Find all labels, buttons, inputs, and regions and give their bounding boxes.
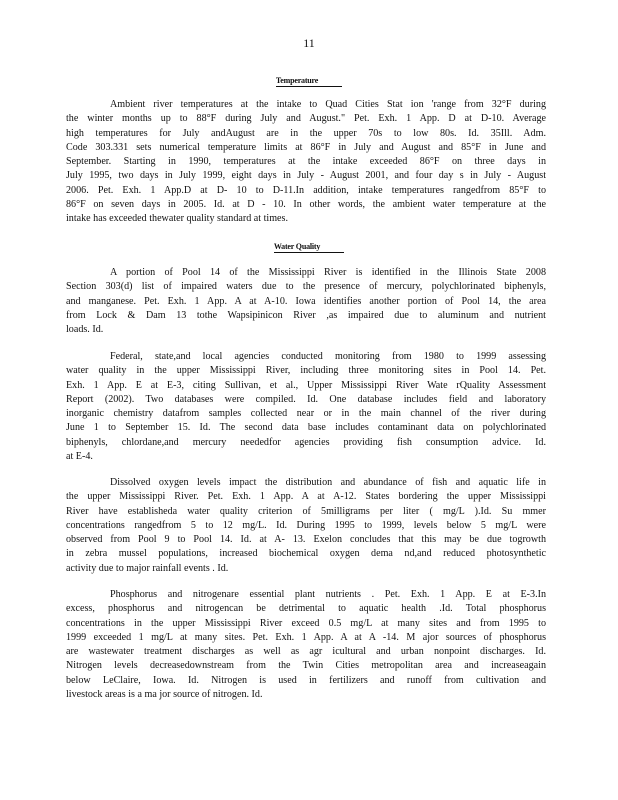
text-line: in zebra mussel populations, increased biochemical oxygen dema nd,and reduced photosynthetic xyxy=(66,548,546,560)
text-line: Report (2002). Two databases were compiled. Id. One database includes field and laboratory xyxy=(66,393,546,405)
text-line: Phosphorus and nitrogenare essential plant nutrients . Pet. Exh. 1 App. E at E-3.In xyxy=(110,589,546,600)
paragraph-nutrients xyxy=(66,588,546,702)
text-line: are wastewater treatment discharges as well as agr icultural and urban nonpoint discharges. Id. xyxy=(66,646,546,658)
heading-text: Water Quality xyxy=(274,242,344,253)
text-line: from Lock & Dam 13 tothe Wapsipinicon River ,as impaired due to aluminum and nutrient xyxy=(66,309,546,321)
text-line: 2006. Pet. Exh. 1 App.D at D- 10 to D-11.In addition, intake temperatures rangedfrom 85°F to xyxy=(66,184,546,196)
paragraph-monitoring xyxy=(66,350,546,464)
text-line: activity due to major rainfall events . Id. xyxy=(66,562,229,574)
text-line: Federal, state,and local agencies conducted monitoring from 1980 to 1999 assessing xyxy=(110,351,546,362)
text-line: and manganese. Pet. Exh. 1 App. A at A-10. Iowa identifies another portion of Pool 14, the area xyxy=(66,295,546,307)
section-heading-temperature xyxy=(0,76,618,87)
text-line: July 1995, two days in July 1999, eight days in July - August 2001, and four day s in July - August xyxy=(66,170,546,182)
text-line: A portion of Pool 14 of the Mississippi River is identified in the Illinois State 2008 xyxy=(110,267,546,278)
section-heading-water-quality xyxy=(0,242,618,253)
text-line: the upper Mississippi River. Pet. Exh. 1 App. A at A-12. States bordering the upper Mississippi xyxy=(66,491,546,503)
page-number: 11 xyxy=(303,36,315,50)
text-line: loads. Id. xyxy=(66,324,104,336)
text-line: September. Starting in 1990, temperatures at the intake exceeded 86°F on three days in xyxy=(66,156,546,168)
text-line: at E-4. xyxy=(66,451,93,463)
text-line: the winter months up to 88°F during July and August." Pet. Exh. 1 App. D at D-10. Average xyxy=(66,113,546,125)
text-line: 86°F on seven days in 2005. Id. at D - 10. In other words, the ambient water temperature at the xyxy=(66,199,546,211)
paragraph-dissolved-oxygen xyxy=(66,476,546,576)
text-line: Nitrogen levels decreasedownstream from the Twin Cities metropolitan area and increaseagain xyxy=(66,660,546,672)
text-line: livestock areas is a ma jor source of nitrogen. Id. xyxy=(66,689,263,701)
text-line: Dissolved oxygen levels impact the distribution and abundance of fish and aquatic life in xyxy=(110,477,546,488)
text-line: June 1 to September 15. Id. The second data base includes contaminant data on polychlorinated xyxy=(66,422,546,434)
text-line: below LeClaire, Iowa. Id. Nitrogen is used in fertilizers and runoff from cultivation and xyxy=(66,674,546,686)
text-line: water quality in the upper Mississippi River, including three monitoring sites in Pool 14. Pet. xyxy=(66,365,546,377)
text-line: Exh. 1 App. E at E-3, citing Sullivan, et al., Upper Mississippi River Wate rQuality Assessment xyxy=(66,379,546,391)
text-line: intake has exceeded thewater quality standard at times. xyxy=(66,213,288,225)
text-line: biphenyls, chlordane,and mercury neededfor agencies providing fish consumption advice. Id. xyxy=(66,436,546,448)
paragraph-temperature xyxy=(66,98,546,227)
text-line: inorganic chemistry datafrom samples collected near or in the main channel of the river during xyxy=(66,408,546,420)
text-line: Code 303.331 sets numerical temperature limits at 86°F in July and August and 85°F in June and xyxy=(66,141,546,153)
paragraph-impaired-waters xyxy=(66,266,546,337)
text-line: 1999 exceeded 1 mg/L at many sites. Pet. Exh. 1 App. A at A -14. M ajor sources of phosphorus xyxy=(66,631,546,643)
text-line: River have establisheda water quality criterion of 5milligrams per liter ( mg/L ).Id. Su mmer xyxy=(66,505,546,517)
text-line: concentrations rangedfrom 5 to 12 mg/L. Id. During 1995 to 1999, levels below 5 mg/L were xyxy=(66,519,546,531)
text-line: concentrations in the upper Mississippi River exceed 0.5 mg/L at many sites and from 1995 to xyxy=(66,617,546,629)
text-line: Ambient river temperatures at the intake to Quad Cities Stat ion 'range from 32°F during xyxy=(110,99,546,110)
text-line: high temperatures for July andAugust are in the upper 70s to low 80s. Id. 35Ill. Adm. xyxy=(66,127,546,139)
text-line: observed from Pool 9 to Pool 14. Id. at A- 13. Exelon concludes that this may be due togrowth xyxy=(66,534,546,546)
text-line: Section 303(d) list of impaired waters due to the presence of mercury, polychlorinated biphenyls, xyxy=(66,281,546,293)
heading-text: Temperature xyxy=(276,76,342,87)
text-line: excess, phosphorus and nitrogencan be detrimental to aquatic health .Id. Total phosphorus xyxy=(66,603,546,615)
